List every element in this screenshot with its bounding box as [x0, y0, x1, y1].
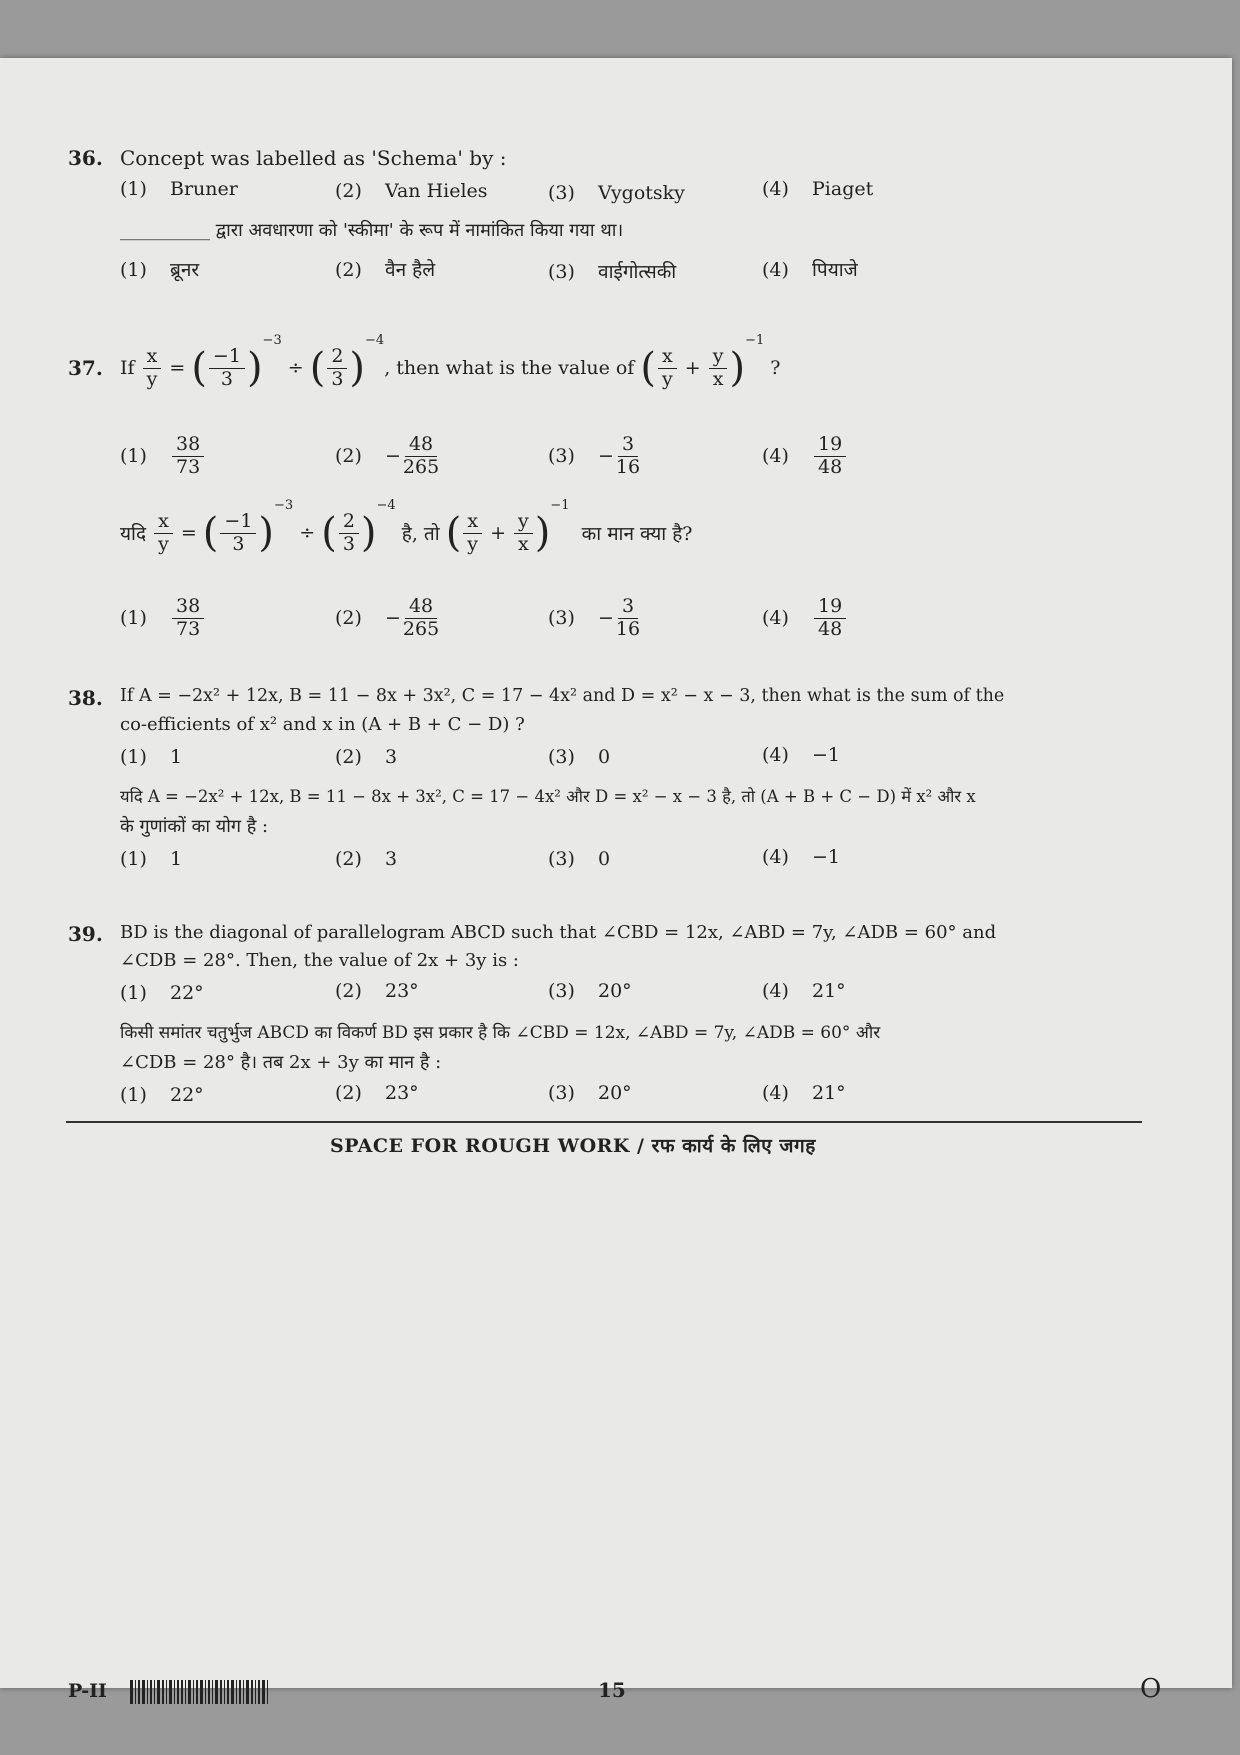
page-number: 15	[598, 1678, 626, 1702]
option-2: (2) 23°	[335, 980, 419, 1002]
option-1-hi: (1) $\frac{38}{73}$	[120, 588, 206, 648]
question-number: 39.	[68, 922, 103, 946]
question-number: 38.	[68, 686, 103, 710]
question-text-en-2: ∠CDB = 28°. Then, the value of 2x + 3y is :	[120, 950, 519, 971]
question-text-hi: यदि $\frac{x}{y}$ = ( $\frac{-1}{3}$ ) $^{-3}$ ÷ ( $\frac{2}{3}$ ) $^{-4}$ है, तो ( $\frac{x}{y}$ + $\frac{y}{x}$ ) $^{-1}$ का मान क्या है?	[120, 498, 693, 556]
option-2-hi: (2) 3	[335, 848, 398, 870]
option-3-hi: (3) − $\frac{3}{16}$	[548, 594, 641, 640]
question-text-hi: यदि A = −2x² + 12x, B = 11 − 8x + 3x², C = 17 − 4x² और D = x² − x − 3 है, तो (A + B + C − D) में x² और x	[120, 787, 976, 806]
option-3: (3) 0	[548, 746, 611, 768]
option-3-hi: (3) वाईगोत्सकी	[548, 261, 677, 283]
option-2-hi: (2) − $\frac{48}{265}$	[335, 594, 440, 640]
question-text-en: Concept was labelled as 'Schema' by :	[120, 146, 507, 170]
question-text-en: BD is the diagonal of parallelogram ABCD such that ∠CBD = 12x, ∠ABD = 7y, ∠ADB = 60° and	[120, 922, 997, 943]
rough-work-label: SPACE FOR ROUGH WORK / रफ कार्य के लिए जगह	[330, 1135, 816, 1157]
paper-code: P-II	[68, 1680, 107, 1702]
option-1-hi: (1) ब्रूनर	[120, 259, 200, 281]
question-number: 36.	[68, 146, 103, 170]
option-2-hi: (2) 23°	[335, 1082, 419, 1104]
option-4-hi: (4) पियाजे	[762, 259, 858, 281]
option-3: (3) 20°	[548, 980, 632, 1002]
exam-page	[0, 58, 1232, 1704]
option-4-hi: (4) $\frac{19}{48}$	[762, 588, 848, 648]
option-1: (1) 1	[120, 746, 183, 768]
option-3-hi: (3) 0	[548, 848, 611, 870]
option-2-hi: (2) वैन हैले	[335, 259, 436, 281]
question-text-hi-2: ∠CDB = 28° है। तब 2x + 3y का मान है :	[120, 1052, 442, 1073]
question-text-hi: __________ द्वारा अवधारणा को 'स्कीमा' के रूप में नामांकित किया गया था।	[120, 220, 624, 241]
question-text-en: If $\frac{x}{y}$ = ( $\frac{-1}{3}$ ) $^{-3}$ ÷ ( $\frac{2}{3}$ ) $^{-4}$ , then what is the value of ( $\frac{x}{y}$ + $\frac{y}{x}$ ) $^{-1}$ ?	[120, 333, 781, 391]
option-1: (1) $\frac{38}{73}$	[120, 426, 206, 486]
option-4: (4) $\frac{19}{48}$	[762, 426, 848, 486]
question-text-en-2: co-efficients of x² and x in (A + B + C − D) ?	[120, 714, 525, 735]
question-text-en: If A = −2x² + 12x, B = 11 − 8x + 3x², C = 17 − 4x² and D = x² − x − 3, then what is the sum of the	[120, 686, 1005, 706]
option-3: (3) Vygotsky	[548, 182, 685, 204]
divider	[66, 1121, 1142, 1123]
series-code: O	[1140, 1674, 1162, 1704]
option-4: (4) 21°	[762, 980, 846, 1002]
option-2: (2) Van Hieles	[335, 180, 488, 202]
option-1-hi: (1) 22°	[120, 1084, 204, 1106]
option-2: (2) 3	[335, 746, 398, 768]
option-3: (3) − $\frac{3}{16}$	[548, 432, 641, 478]
question-number: 37.	[68, 356, 103, 380]
option-4: (4) Piaget	[762, 178, 874, 200]
option-3-hi: (3) 20°	[548, 1082, 632, 1104]
option-1: (1) 22°	[120, 982, 204, 1004]
barcode	[130, 1680, 268, 1704]
question-text-hi: किसी समांतर चतुर्भुज ABCD का विकर्ण BD इस प्रकार है कि ∠CBD = 12x, ∠ABD = 7y, ∠ADB = 60° और	[120, 1023, 881, 1043]
option-2: (2) − $\frac{48}{265}$	[335, 432, 440, 478]
question-text-hi-2: के गुणांकों का योग है :	[120, 816, 269, 837]
option-1-hi: (1) 1	[120, 848, 183, 870]
option-1: (1) Bruner	[120, 178, 238, 200]
option-4-hi: (4) 21°	[762, 1082, 846, 1104]
option-4: (4) −1	[762, 744, 841, 766]
option-4-hi: (4) −1	[762, 846, 841, 868]
